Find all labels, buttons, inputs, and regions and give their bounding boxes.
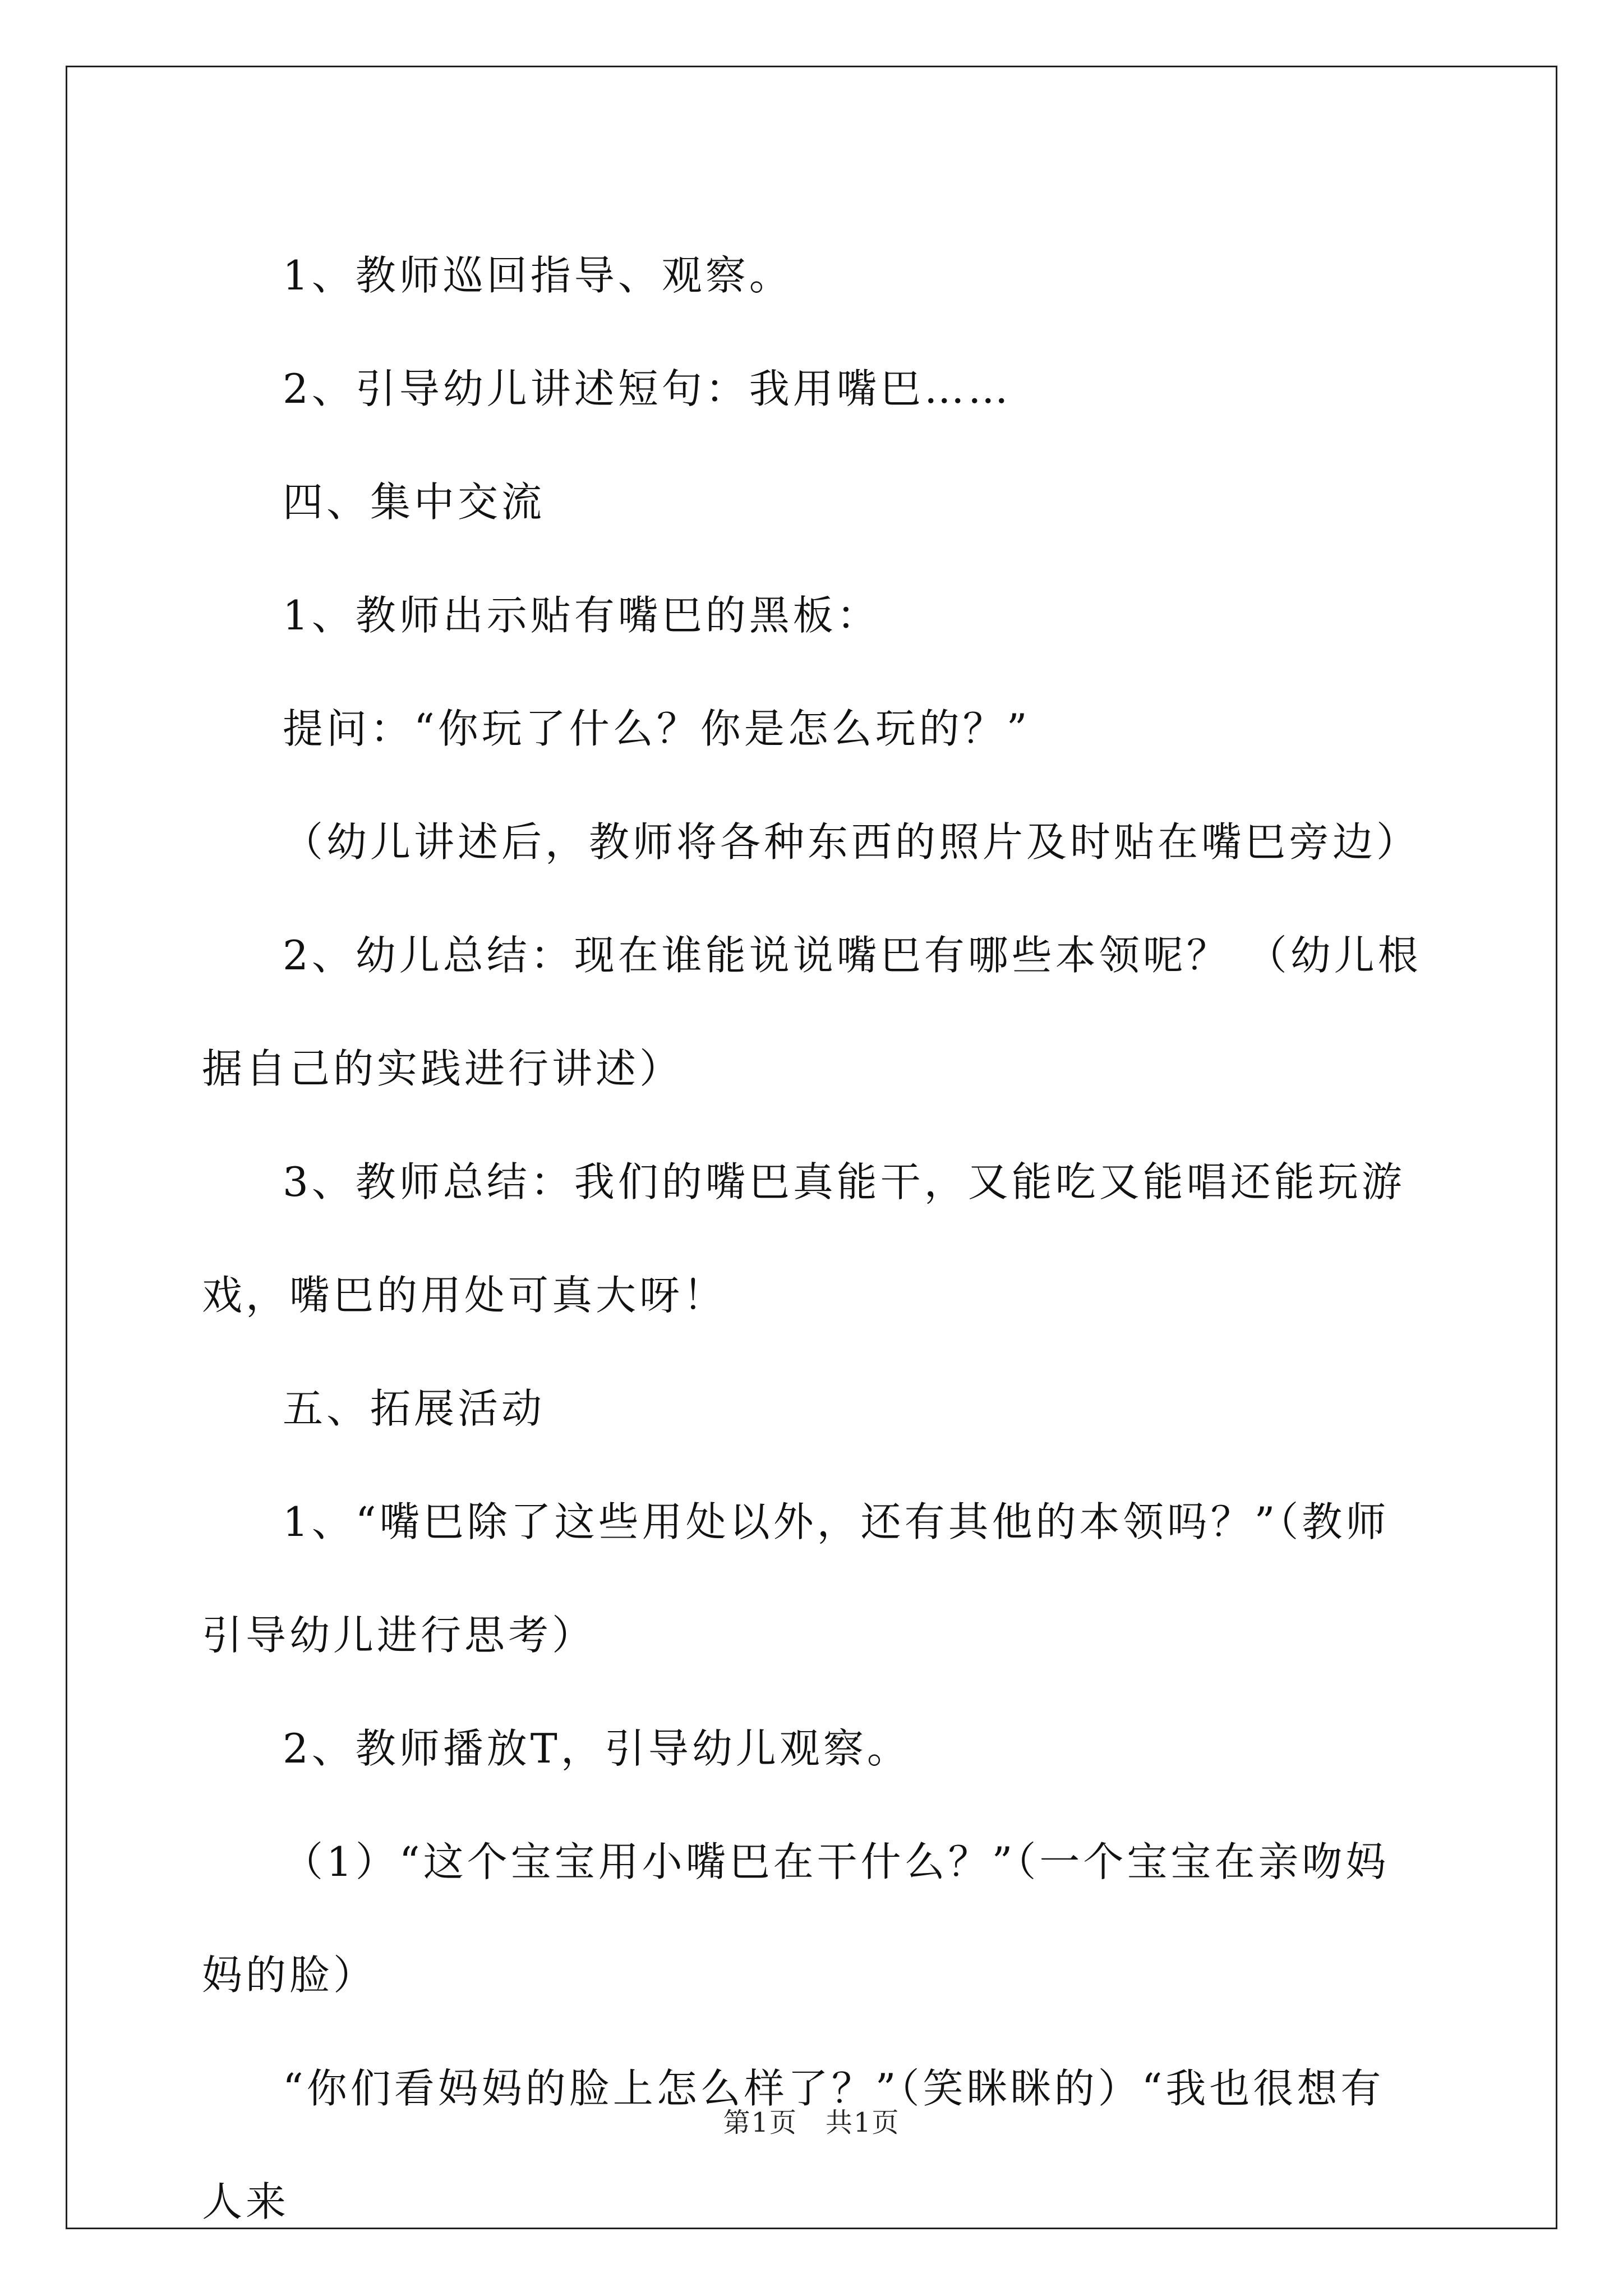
paragraph: 2、引导幼儿讲述短句：我用嘴巴…… (283, 365, 1012, 412)
document-body (202, 219, 1424, 2258)
paragraph: 2、教师播放T，引导幼儿观察。 (283, 1725, 911, 1772)
paragraph: 1、“嘴巴除了这些用处以外，还有其他的本领吗？”（教师引导幼儿进行思考） (202, 1498, 1390, 1659)
paragraph: （1）“这个宝宝用小嘴巴在干什么？”（一个宝宝在亲吻妈妈的脸） (202, 1838, 1390, 1999)
section-heading: 五、拓展活动 (283, 1385, 546, 1432)
section-heading: 四、集中交流 (283, 478, 546, 526)
paragraph: 1、教师巡回指导、观察。 (283, 252, 793, 299)
paragraph: 2、幼儿总结：现在谁能说说嘴巴有哪些本领呢？ （幼儿根据自己的实践进行讲述） (202, 932, 1422, 1092)
paragraph: 提问：“你玩了什么？你是怎么玩的？” (283, 705, 1031, 752)
paragraph: 3、教师总结：我们的嘴巴真能干，又能吃又能唱还能玩游戏，嘴巴的用处可真大呀！ (202, 1158, 1405, 1319)
paragraph: （幼儿讲述后，教师将各种东西的照片及时贴在嘴巴旁边） (283, 818, 1421, 866)
paragraph: 1、教师出示贴有嘴巴的黑板： (283, 592, 880, 639)
paragraph: “你们看妈妈的脸上怎么样了？”（笑眯眯的）“我也很想有人来 (202, 2065, 1385, 2225)
page-footer: 第1页 共1页 (723, 2107, 900, 2138)
